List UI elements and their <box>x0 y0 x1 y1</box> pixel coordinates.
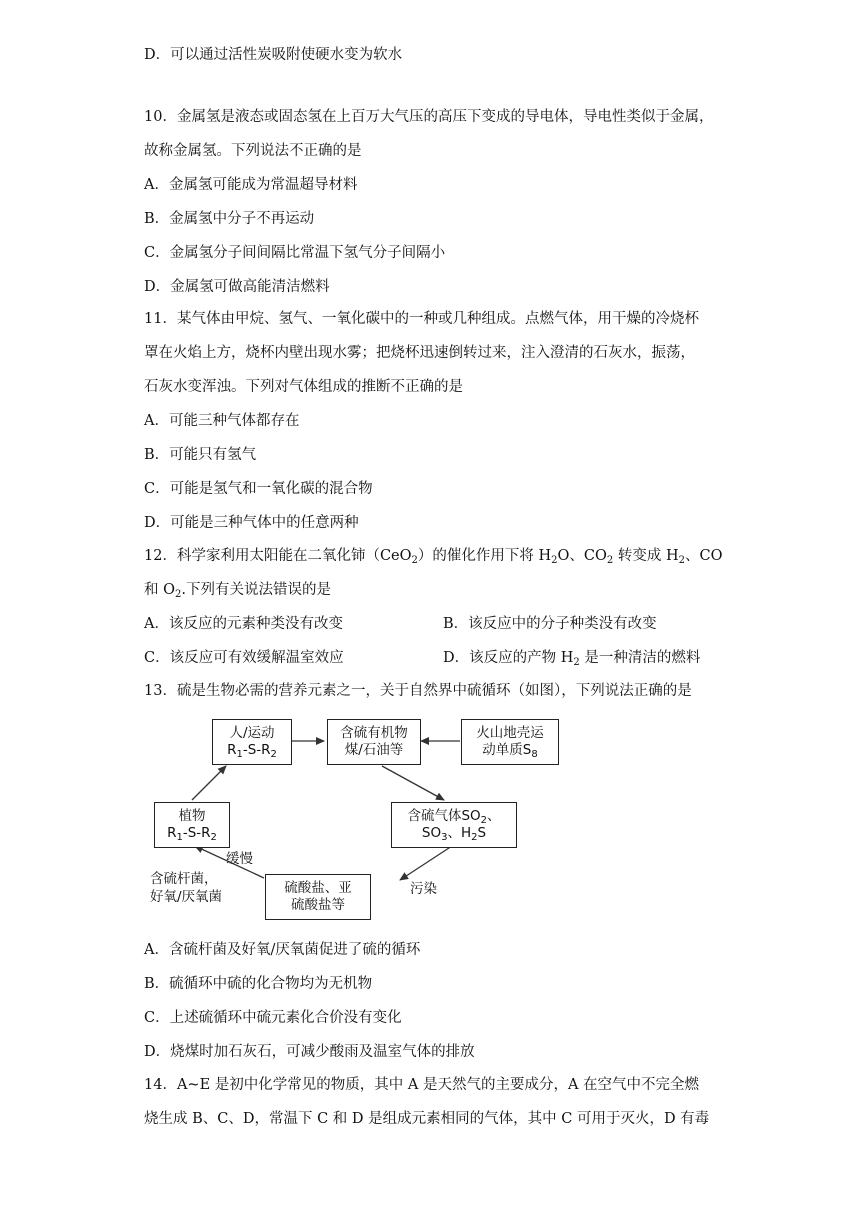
q11-stem-line3: 石灰水变浑浊。下列对气体组成的推断不正确的是 <box>144 379 463 395</box>
q11-stem-line2: 罩在火焰上方，烧杯内壁出现水雾；把烧杯迅速倒转过来，注入澄清的石灰水，振荡， <box>144 345 695 361</box>
q10-option-a: A．金属氢可能成为常温超导材料 <box>144 177 358 193</box>
q10-stem-line2: 故称金属氢。下列说法不正确的是 <box>144 143 362 159</box>
q11-option-b: B．可能只有氢气 <box>144 447 257 463</box>
label-pollution: 污染 <box>410 881 437 897</box>
q11-stem-line1: 11．某气体由甲烷、氢气、一氧化碳中的一种或几种组成。点燃气体，用干燥的冷烧杯 <box>144 311 699 327</box>
arrow-gas-to-sulfate <box>400 846 452 880</box>
box-sulfur-gas: 含硫气体$SO_2$、 $SO_3$、$H_2S$ <box>391 802 517 848</box>
q12-option-c: C．该反应可有效缓解温室效应 <box>144 650 344 666</box>
box-sulfur-organic: 含硫有机物 煤/石油等 <box>327 719 421 765</box>
label-slow: 缓慢 <box>226 851 253 867</box>
q10-option-b: B．金属氢中分子不再运动 <box>144 211 315 227</box>
q13-stem: 13．硫是生物必需的营养元素之一，关于自然界中硫循环（如图），下列说法正确的是 <box>144 683 692 699</box>
q10-stem-line1: 10．金属氢是液态或固态氢在上百万大气压的高压下变成的导电体，导电性类似于金属， <box>144 109 714 125</box>
label-bacteria-line1: 含硫杆菌， <box>150 871 218 887</box>
q13-option-d: D．烧煤时加石灰石，可减少酸雨及温室气体的排放 <box>144 1044 475 1060</box>
q14-stem-line1: 14．A~E 是初中化学常见的物质，其中 A 是天然气的主要成分，A 在空气中不完全燃 <box>144 1077 700 1093</box>
q13-option-a: A．含硫杆菌及好氧/厌氧菌促进了硫的循环 <box>144 942 421 958</box>
box-plant: 植物 $R_1-S-R_2$ <box>154 802 230 848</box>
q12-stem-line2: 和 $O_2$.下列有关说法错误的是 <box>144 582 331 600</box>
q11-option-d: D．可能是三种气体中的任意两种 <box>144 515 359 531</box>
q13-option-b: B．硫循环中硫的化合物均为无机物 <box>144 976 373 992</box>
arrow-plant-to-people <box>192 766 226 800</box>
q12-stem-line1: 12．科学家利用太阳能在二氧化铈（CeO$_2$）的催化作用下将 $H_2O$、$CO_2$ 转变成 $H_2$、CO <box>144 548 723 566</box>
q12-option-a: A．该反应的元素种类没有改变 <box>144 616 343 632</box>
box-volcano: 火山地壳运 动单质$S_8$ <box>461 719 559 765</box>
q11-option-a: A．可能三种气体都存在 <box>144 413 300 429</box>
q11-option-c: C．可能是氢气和一氧化碳的混合物 <box>144 481 373 497</box>
q9-option-d: D．可以通过活性炭吸附使硬水变为软水 <box>144 47 403 63</box>
q12-option-b: B．该反应中的分子种类没有改变 <box>443 616 657 632</box>
arrow-organic-to-gas <box>382 766 444 800</box>
box-sulfate: 硫酸盐、亚 硫酸盐等 <box>265 874 371 920</box>
q10-option-c: C．金属氢分子间间隔比常温下氢气分子间隔小 <box>144 245 446 261</box>
box-people-motion: 人/运动 $R_1-S-R_2$ <box>212 719 292 765</box>
label-bacteria-line2: 好氧/厌氧菌 <box>150 889 223 905</box>
q12-option-d: D．该反应的产物 $H_2$ 是一种清洁的燃料 <box>443 650 701 668</box>
q13-option-c: C．上述硫循环中硫元素化合价没有变化 <box>144 1010 402 1026</box>
q14-stem-line2: 烧生成 B、C、D，常温下 C 和 D 是组成元素相同的气体，其中 C 可用于灭火，D 有毒 <box>144 1111 710 1127</box>
q10-option-d: D．金属氢可做高能清洁燃料 <box>144 279 330 295</box>
